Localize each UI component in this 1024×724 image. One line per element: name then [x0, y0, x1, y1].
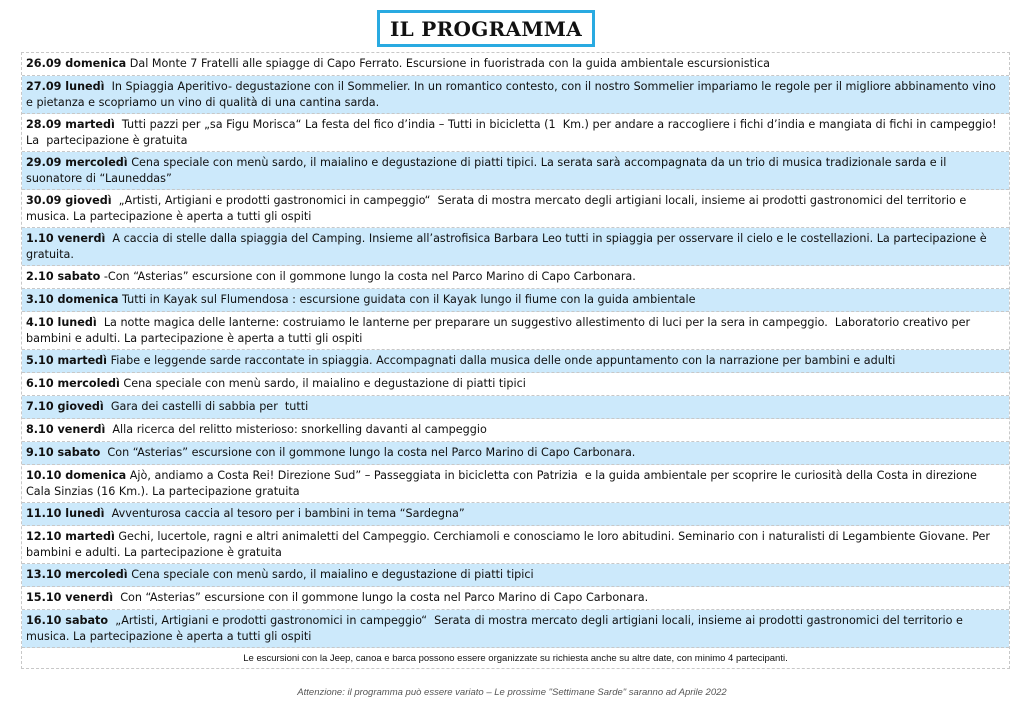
event-date: 8.10 venerdì: [26, 423, 106, 436]
event-description: La notte magica delle lanterne: costruiamo le lanterne per preparare un suggestivo allestimento di luci per la sera in campeggio. Laboratorio creativo per bambini e adulti. La partecipazione è aperta a tutti gli ospiti: [26, 316, 974, 345]
event-row: [22, 587, 1009, 610]
event-row: [22, 266, 1009, 289]
event-description: „Artisti, Artigiani e prodotti gastronomici in campeggio“ Serata di mostra mercato degli artigiani locali, insieme ai prodotti gastronomici del territorio e musica. La partecipazione è aperta a tutti gli ospiti: [26, 194, 970, 223]
event-date: 4.10 lunedì: [26, 316, 97, 329]
event-date: 26.09 domenica: [26, 57, 127, 70]
event-date: 27.09 lunedì: [26, 80, 105, 93]
event-row: [22, 190, 1009, 228]
excursion-note: Le escursioni con la Jeep, canoa e barca possono essere organizzate su richiesta anche su altre date, con minimo 4 partecipanti.: [243, 653, 788, 664]
event-date: 29.09 mercoledì: [26, 156, 128, 169]
event-row: [22, 526, 1009, 564]
event-description: Cena speciale con menù sardo, il maialino e degustazione di piatti tipici: [119, 377, 526, 390]
event-date: 30.09 giovedì: [26, 194, 112, 207]
event-date: 15.10 venerdì: [26, 591, 114, 604]
event-row: [22, 610, 1009, 648]
event-description: A caccia di stelle dalla spiaggia del Camping. Insieme all’astrofisica Barbara Leo tutti in spiaggia per osservare il cielo e le costellazioni. La partecipazione è gratuita.: [26, 232, 991, 261]
event-description: Con “Asterias” escursione con il gommone lungo la costa nel Parco Marino di Capo Carbonara.: [100, 446, 636, 459]
event-description: Avventurosa caccia al tesoro per i bambini in tema “Sardegna”: [104, 507, 465, 520]
event-row: [22, 76, 1009, 114]
program-table: [21, 52, 1010, 669]
event-date: 6.10 mercoledì: [26, 377, 120, 390]
event-date: 9.10 sabato: [26, 446, 101, 459]
page-title: IL PROGRAMMA: [389, 16, 583, 41]
event-row: [22, 503, 1009, 526]
event-description: Gara dei castelli di sabbia per tutti: [103, 400, 309, 413]
event-description: Ajò, andiamo a Costa Rei! Direzione Sud” – Passeggiata in bicicletta con Patrizia e la guida ambientale per scoprire le curiosità della Costa in direzione Cala Sinzias (16 Km.). La partecipazione gratuita: [26, 469, 981, 498]
footer-disclaimer: Attenzione: il programma può essere variato – Le prossime "Settimane Sarde" saranno ad Aprile 2022: [297, 687, 727, 698]
event-row: [22, 350, 1009, 373]
event-description: Alla ricerca del relitto misterioso: snorkelling davanti al campeggio: [105, 423, 487, 436]
event-date: 10.10 domenica: [26, 469, 127, 482]
event-description: Tutti pazzi per „sa Figu Morisca“ La festa del fico d’india – Tutti in bicicletta (1 Km.) per andare a raccogliere i fichi d’india e mangiata di fichi in campeggio! La partecipazione è gratuita: [26, 118, 1001, 147]
event-row: [22, 228, 1009, 266]
event-date: 11.10 lunedì: [26, 507, 105, 520]
title-box: [377, 10, 595, 47]
event-description: Con “Asterias” escursione con il gommone lungo la costa nel Parco Marino di Capo Carbonara.: [113, 591, 649, 604]
event-description: „Artisti, Artigiani e prodotti gastronomici in campeggio“ Serata di mostra mercato degli artigiani locali, insieme ai prodotti gastronomici del territorio e musica. La partecipazione è aperta a tutti gli ospiti: [26, 614, 967, 643]
event-row: [22, 289, 1009, 312]
event-date: 5.10 martedì: [26, 354, 108, 367]
event-date: 13.10 mercoledì: [26, 568, 128, 581]
event-date: 16.10 sabato: [26, 614, 109, 627]
event-date: 7.10 giovedì: [26, 400, 104, 413]
event-description: Cena speciale con menù sardo, il maialino e degustazione di piatti tipici: [127, 568, 534, 581]
event-row: [22, 53, 1009, 76]
event-row: [22, 373, 1009, 396]
event-description: Tutti in Kayak sul Flumendosa : escursione guidata con il Kayak lungo il fiume con la guida ambientale: [118, 293, 696, 306]
event-date: 3.10 domenica: [26, 293, 119, 306]
event-row: [22, 564, 1009, 587]
event-description: -Con “Asterias” escursione con il gommone lungo la costa nel Parco Marino di Capo Carbonara.: [100, 270, 636, 283]
event-row: [22, 114, 1009, 152]
event-description: Dal Monte 7 Fratelli alle spiagge di Capo Ferrato. Escursione in fuoristrada con la guida ambientale escursionistica: [126, 57, 771, 70]
event-row: [22, 442, 1009, 465]
event-row: [22, 396, 1009, 419]
event-row: [22, 152, 1009, 190]
event-date: 1.10 venerdì: [26, 232, 106, 245]
event-row: [22, 419, 1009, 442]
event-description: Cena speciale con menù sardo, il maialino e degustazione di piatti tipici. La serata sarà accompagnata da un trio di musica tradizionale sarda e il suonatore di “Launeddas”: [26, 156, 950, 185]
event-date: 12.10 martedì: [26, 530, 115, 543]
event-description: Gechi, lucertole, ragni e altri animaletti del Campeggio. Cerchiamoli e conosciamo le loro abitudini. Seminario con i naturalisti di Legambiente Giovane. Per bambini e adulti. La partecipazione è gratuita: [26, 530, 994, 559]
event-date: 2.10 sabato: [26, 270, 101, 283]
event-description: In Spiaggia Aperitivo- degustazione con il Sommelier. In un romantico contesto, con il nostro Sommelier impariamo le regole per il migliore abbinamento vino e pietanza e scopriamo un vino di qualità di una cantina sarda.: [26, 80, 1000, 109]
event-row: [22, 312, 1009, 350]
event-description: Fiabe e leggende sarde raccontate in spiaggia. Accompagnati dalla musica delle onde appuntamento con la narrazione per bambini e adulti: [107, 354, 896, 367]
event-date: 28.09 martedì: [26, 118, 115, 131]
event-row: [22, 465, 1009, 503]
